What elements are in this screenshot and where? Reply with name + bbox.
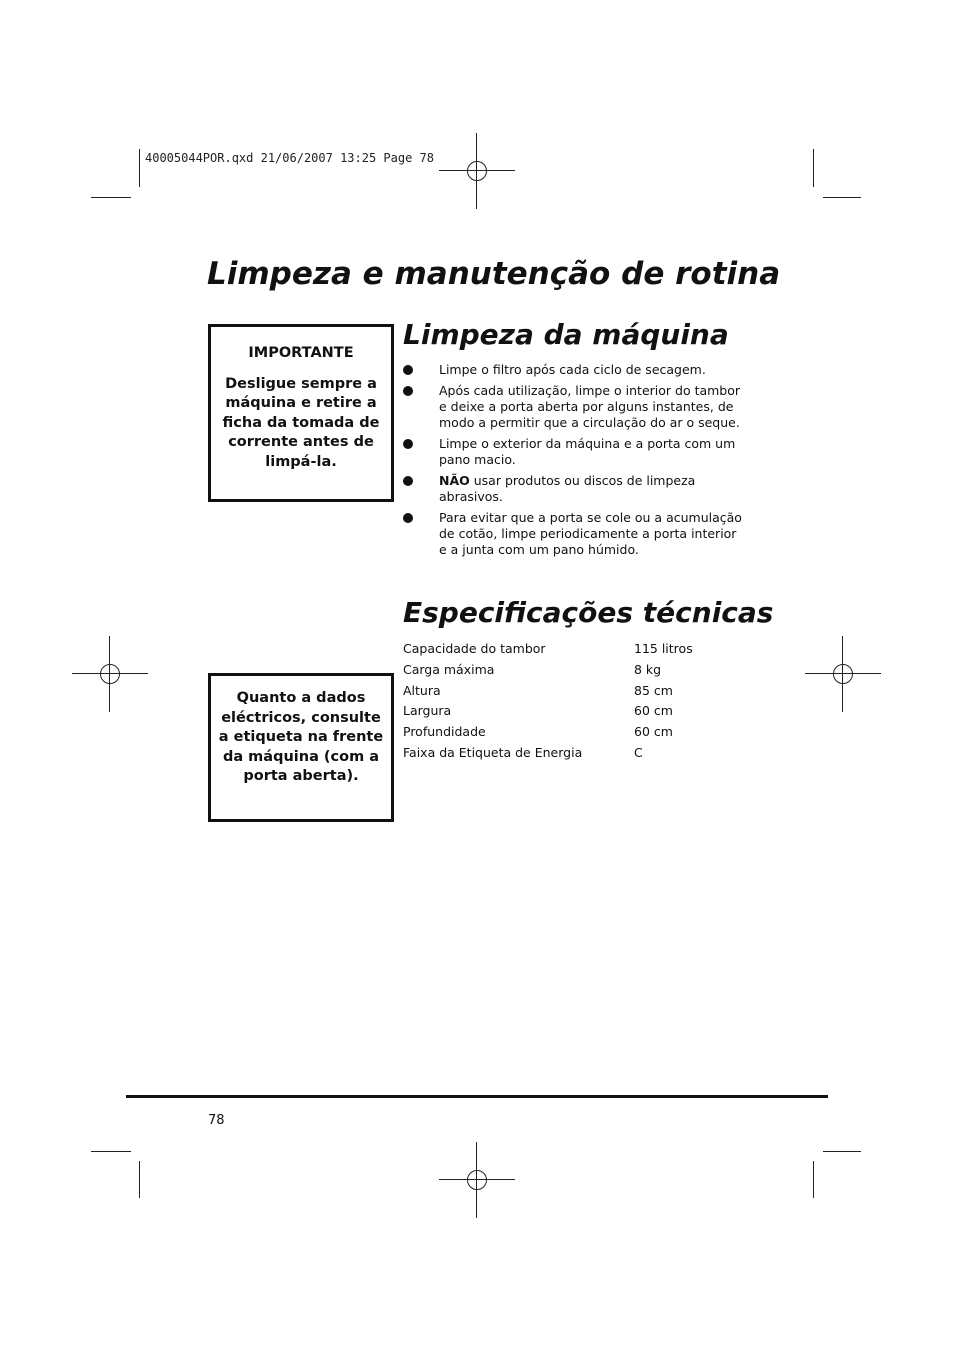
bullet-icon xyxy=(403,513,413,523)
registration-mark-top xyxy=(439,133,515,209)
electrical-info-text: Quanto a dados eléctricos, consulte a etiqueta na frente da máquina (com a porta aberta). xyxy=(218,690,384,784)
specs-title: Especificações técnicas xyxy=(403,596,774,629)
page-number: 78 xyxy=(208,1113,225,1128)
table-row: Profundidade 60 cm xyxy=(403,724,673,740)
table-row: Carga máxima 8 kg xyxy=(403,661,662,677)
electrical-info-box xyxy=(208,673,394,822)
specs-table xyxy=(403,641,693,766)
table-row: Largura 60 cm xyxy=(403,703,673,719)
table-row: Capacidade do tambor 115 litros xyxy=(403,641,693,656)
list-item: Após cada utilização, limpe o interior do tambor e deixe a porta aberta por alguns instantes, de modo a permitir que a circulação do ar o seque. xyxy=(403,383,748,431)
bullet-icon xyxy=(403,365,413,375)
bullet-icon xyxy=(403,386,413,396)
cleaning-list xyxy=(403,362,748,563)
list-item: NÃO usar produtos ou discos de limpeza abrasivos. xyxy=(403,473,748,505)
bullet-icon xyxy=(403,439,413,449)
registration-mark-bottom xyxy=(439,1142,515,1218)
table-row: Altura 85 cm xyxy=(403,682,673,698)
list-item: Limpe o filtro após cada ciclo de secagem. xyxy=(403,362,748,378)
important-text: Desligue sempre a máquina e retire a ficha da tomada de corrente antes de limpá-la. xyxy=(222,375,380,470)
list-item: Limpe o exterior da máquina e a porta com um pano macio. xyxy=(403,436,748,468)
table-row: Faixa da Etiqueta de Energia C xyxy=(403,744,643,760)
registration-mark-left xyxy=(72,636,148,712)
important-box xyxy=(208,324,394,502)
bullet-icon xyxy=(403,476,413,486)
registration-mark-right xyxy=(805,636,881,712)
important-heading: IMPORTANTE xyxy=(248,345,354,361)
print-slug: 40005044POR.qxd 21/06/2007 13:25 Page 78 xyxy=(145,151,434,165)
page-title: Limpeza e manutenção de rotina xyxy=(207,256,781,292)
footer-rule xyxy=(126,1095,828,1098)
list-item: Para evitar que a porta se cole ou a acumulação de cotão, limpe periodicamente a porta interior e a junta com um pano húmido. xyxy=(403,510,748,558)
cleaning-title: Limpeza da máquina xyxy=(403,318,729,351)
